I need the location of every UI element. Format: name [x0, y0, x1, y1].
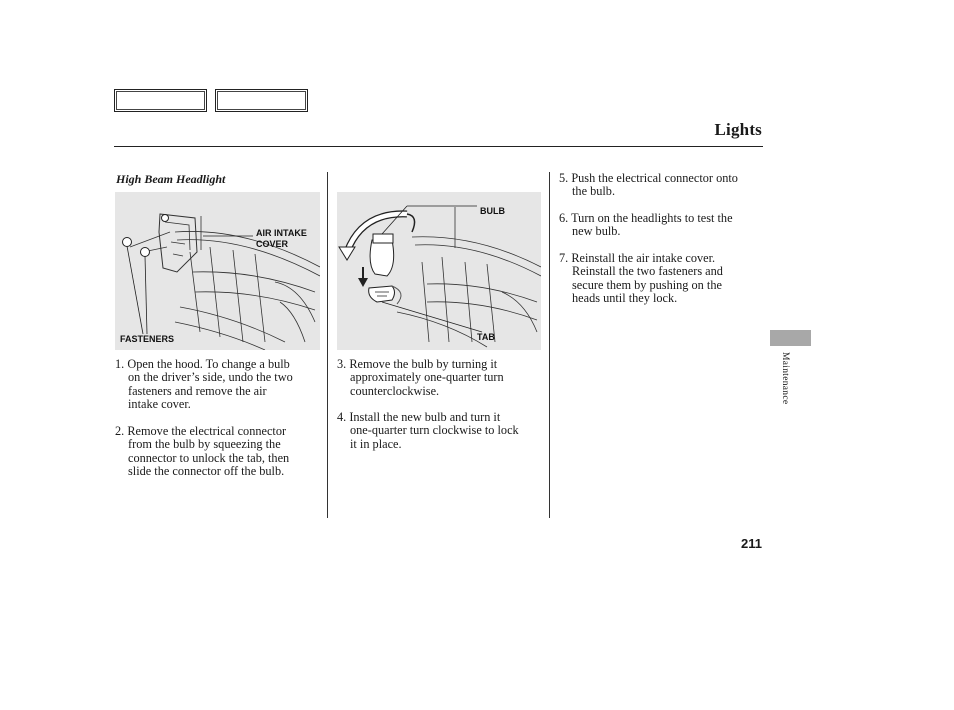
step-4: [337, 411, 547, 451]
step-7-line-4: heads until they lock.: [572, 291, 678, 306]
step-5-line-1: Push the electrical connector onto: [571, 171, 738, 185]
step-2: [115, 425, 323, 479]
step-2-number: 2.: [115, 424, 125, 438]
column-divider-1: [327, 172, 328, 518]
step-3-number: 3.: [337, 357, 347, 371]
step-7-line-3: secure them by pushing on the: [572, 277, 722, 292]
step-1-line-2: on the driver’s side, undo the two: [128, 370, 293, 385]
step-5-number: 5.: [559, 171, 569, 185]
step-2-line-2: from the bulb by squeezing the: [128, 437, 281, 452]
step-6-line-2: new bulb.: [572, 224, 621, 239]
label-tab: TAB: [477, 332, 495, 342]
step-4-line-2: one-quarter turn clockwise to lock: [350, 423, 519, 438]
section-subtitle: High Beam Headlight: [116, 172, 226, 186]
step-5: [559, 172, 765, 199]
figure-bulb-removal: [337, 192, 541, 350]
step-7: [559, 252, 765, 306]
step-1-line-1: Open the hood. To change a bulb: [127, 357, 290, 371]
figure-bulb-drawing: [337, 192, 541, 350]
side-section-label: Maintenance: [780, 352, 790, 405]
step-1-line-4: intake cover.: [128, 397, 191, 412]
label-fasteners: FASTENERS: [120, 334, 175, 344]
step-2-line-1: Remove the electrical connector: [127, 424, 287, 438]
step-5-line-2: the bulb.: [572, 184, 616, 199]
page-title: Lights: [714, 120, 762, 139]
step-3-line-1: Remove the bulb by turning it: [349, 357, 498, 371]
step-3-line-2: approximately one-quarter turn: [350, 370, 504, 385]
step-7-number: 7.: [559, 251, 569, 265]
label-cover: COVER: [256, 239, 289, 249]
step-4-number: 4.: [337, 410, 347, 424]
figure-air-intake-drawing: [115, 192, 320, 350]
label-bulb: BULB: [480, 206, 505, 216]
step-1-line-3: fasteners and remove the air: [128, 383, 267, 398]
page-number: 211: [741, 536, 762, 551]
step-3-line-3: counterclockwise.: [350, 383, 440, 398]
step-6: [559, 212, 765, 239]
step-7-line-2: Reinstall the two fasteners and: [572, 264, 723, 279]
nav-button-2[interactable]: [215, 89, 308, 112]
section-tab[interactable]: [770, 330, 811, 346]
label-air-intake: AIR INTAKE: [256, 228, 307, 238]
step-3: [337, 358, 547, 398]
step-1: [115, 358, 323, 412]
header-rule: [114, 146, 763, 147]
step-1-number: 1.: [115, 357, 125, 371]
column-divider-2: [549, 172, 550, 518]
nav-button-1[interactable]: [114, 89, 207, 112]
figure-air-intake-cover: [115, 192, 320, 350]
step-4-line-1: Install the new bulb and turn it: [349, 410, 501, 424]
step-7-line-1: Reinstall the air intake cover.: [571, 251, 716, 265]
step-2-line-3: connector to unlock the tab, then: [128, 450, 290, 465]
step-2-line-4: slide the connector off the bulb.: [128, 464, 285, 479]
step-4-line-3: it in place.: [350, 436, 402, 451]
step-6-number: 6.: [559, 211, 569, 225]
step-6-line-1: Turn on the headlights to test the: [571, 211, 733, 225]
